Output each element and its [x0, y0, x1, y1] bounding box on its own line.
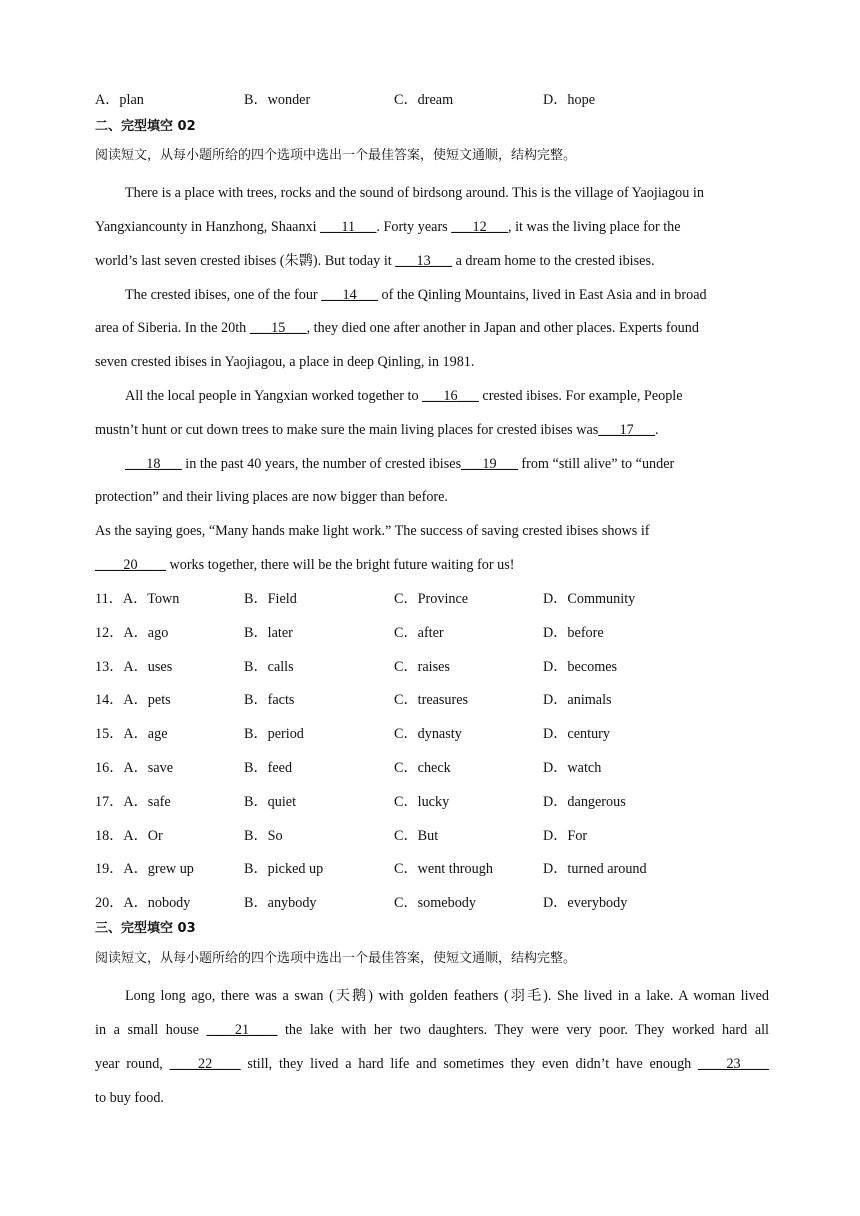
- section-2-heading: 二、完型填空 02: [95, 119, 196, 134]
- question-11-options: [95, 590, 775, 608]
- passage-line: ____20____ works together, there will be the bright future waiting for us!: [95, 557, 515, 573]
- passage-line: The crested ibises, one of the four ___14___ of the Qinling Mountains, lived in East Asia and in broad: [125, 287, 707, 303]
- blank-15: ___15___: [249, 320, 307, 336]
- option-a: 18．A．Or: [95, 827, 163, 844]
- blank-16: ___16___: [422, 388, 479, 404]
- section-3-heading: 三、完型填空 03: [95, 921, 196, 936]
- blank-23: ____23____: [698, 1056, 769, 1072]
- option-c: C．after: [394, 624, 444, 641]
- option-d: D．turned around: [543, 861, 647, 878]
- section-2-instruction: 阅读短文，从每小题所给的四个选项中选出一个最佳答案，使短文通顺，结构完整。: [95, 148, 577, 163]
- blank-11: ___11___: [320, 219, 377, 235]
- option-c: C．But: [394, 827, 439, 844]
- blank-20: ____20____: [95, 557, 166, 573]
- question-12-options: [95, 624, 775, 642]
- option-d: D．watch: [543, 760, 602, 776]
- question-15-options: [95, 725, 775, 743]
- option-d: D．becomes: [543, 658, 618, 675]
- question-13-options: [95, 658, 775, 676]
- option-a: 12．A．ago: [95, 624, 169, 641]
- option-d: D．For: [543, 827, 588, 844]
- option-a: 17．A．safe: [95, 793, 171, 810]
- option-c: C．treasures: [394, 692, 469, 709]
- passage-line: mustn’t hunt or cut down trees to make sure the main living places for crested ibises was___17___.: [95, 422, 659, 438]
- option-d: D．before: [543, 624, 604, 641]
- passage-line: All the local people in Yangxian worked together to ___16___ crested ibises. For example, People: [125, 388, 683, 404]
- passage-line: As the saying goes, “Many hands make light work.” The success of saving crested ibises shows if: [95, 523, 650, 539]
- passage-line: Yangxiancounty in Hanzhong, Shaanxi ___11___. Forty years ___12___, it was the living place for the: [95, 219, 681, 235]
- option-a: 20．A．nobody: [95, 895, 191, 912]
- option-b: B．anybody: [244, 895, 317, 912]
- blank-21: ____21____: [206, 1022, 278, 1038]
- option-d: D．Community: [543, 591, 636, 607]
- blank-14: ___14___: [321, 287, 378, 303]
- option-b: B．Field: [244, 591, 297, 607]
- option-b: B．facts: [244, 692, 295, 709]
- option-b: B．later: [244, 624, 293, 641]
- option-a: 19．A．grew up: [95, 861, 194, 878]
- section-3-instruction: 阅读短文，从每小题所给的四个选项中选出一个最佳答案，使短文通顺，结构完整。: [95, 951, 577, 966]
- option-d: D．century: [543, 726, 610, 743]
- passage-line: area of Siberia. In the 20th ___15___, they died one after another in Japan and other places. Experts found: [95, 320, 699, 336]
- option-b: B．picked up: [244, 861, 324, 878]
- option-c: C．raises: [394, 658, 450, 675]
- option-c: C．lucky: [394, 793, 450, 810]
- question-18-options: [95, 827, 775, 845]
- passage-line: Long long ago, there was a swan (天鹅) with golden feathers (羽毛). She lived in a lake. A woman lived: [125, 988, 769, 1004]
- option-a: 13．A．uses: [95, 658, 173, 675]
- option-c: C．went through: [394, 861, 493, 878]
- option-a: 16．A．save: [95, 760, 174, 776]
- passage-line: year round, ____22____ still, they lived a hard life and sometimes they even didn’t have enough ____23____: [95, 1056, 769, 1072]
- question-14-options: [95, 691, 775, 709]
- blank-12: ___12___: [451, 219, 508, 235]
- option-d: D．dangerous: [543, 793, 626, 810]
- option-b: B．calls: [244, 658, 294, 675]
- option-c: C．check: [394, 760, 451, 776]
- option-d: D．animals: [543, 692, 612, 709]
- blank-13: ___13___: [395, 253, 453, 269]
- option-a: 14．A．pets: [95, 692, 171, 709]
- passage-line: to buy food.: [95, 1090, 164, 1106]
- passage-line: seven crested ibises in Yaojiagou, a place in deep Qinling, in 1981.: [95, 354, 475, 370]
- option-b: B．period: [244, 726, 304, 743]
- blank-18: ___18___: [125, 456, 182, 472]
- blank-19: ___19___: [461, 456, 518, 472]
- option-d: D．hope: [543, 92, 596, 108]
- passage-line: There is a place with trees, rocks and the sound of birdsong around. This is the village of Yaojiagou in: [125, 185, 704, 201]
- passage-line: in a small house ____21____ the lake with her two daughters. They were very poor. They worked hard all: [95, 1022, 769, 1038]
- passage-line: world’s last seven crested ibises (朱鹮). But today it ___13___ a dream home to the crested ibises.: [95, 253, 655, 269]
- option-b: B．feed: [244, 760, 293, 776]
- passage-line: protection” and their living places are now bigger than before.: [95, 489, 448, 505]
- option-a: A．plan: [95, 92, 144, 108]
- question-20-options: [95, 894, 775, 912]
- question-19-options: [95, 860, 775, 878]
- option-c: C．somebody: [394, 895, 476, 912]
- question-17-options: [95, 793, 775, 811]
- option-c: C．dream: [394, 92, 454, 108]
- option-c: C．dynasty: [394, 726, 462, 743]
- option-d: D．everybody: [543, 895, 628, 912]
- option-b: B．So: [244, 827, 283, 844]
- question-10-options: [95, 91, 775, 109]
- option-a: 11．A．Town: [95, 591, 180, 607]
- blank-17: ___17___: [598, 422, 656, 438]
- passage-line: ___18___ in the past 40 years, the number of crested ibises___19___ from “still alive” to “under: [125, 456, 675, 472]
- option-c: C．Province: [394, 591, 469, 607]
- question-16-options: [95, 759, 775, 777]
- blank-22: ____22____: [169, 1056, 241, 1072]
- option-b: B．quiet: [244, 793, 297, 810]
- option-a: 15．A．age: [95, 726, 168, 743]
- option-b: B．wonder: [244, 92, 311, 108]
